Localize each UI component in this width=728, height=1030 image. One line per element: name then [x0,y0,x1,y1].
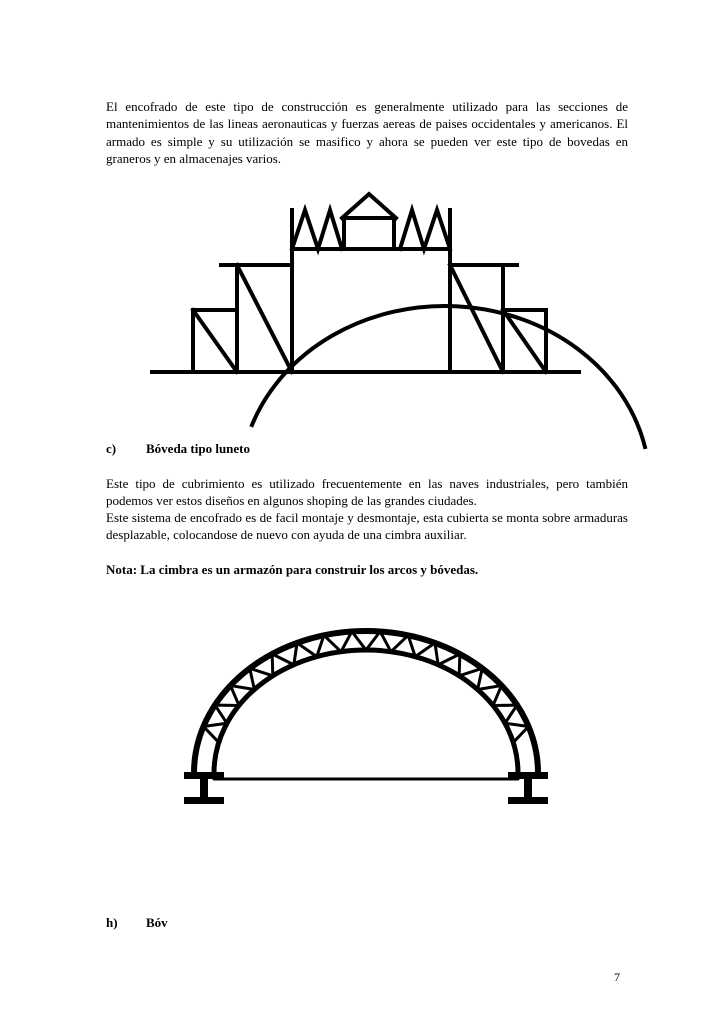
luneto-paragraph-2: Este sistema de encofrado es de facil montaje y desmontaje, esta cubierta se monta sobre armaduras desplazable, colocandose de nuevo con ayuda de una cimbra auxiliar. [106,510,628,543]
section-h-title: Bóv [146,915,168,930]
cimbra-arch-figure [0,610,728,820]
section-h-number: h) [106,915,118,930]
luneto-paragraph-1: Este tipo de cubrimiento es utilizado frecuentemente en las naves industriales, pero también podemos ver estos diseños en algunos shoping de las grandes ciudades. [106,476,628,509]
scaffold-arch-figure [0,185,728,455]
section-h-heading [106,915,168,931]
intro-paragraph: El encofrado de este tipo de construcción es generalmente utilizado para las secciones de mantenimientos de las lineas aeronauticas y fuerzas aereas de paises occidentales y americanos. El armado es simple y su utilización se masifico y ahora se pueden ver este tipo de bovedas en graneros y en almacenajes varios. [106,99,628,167]
right-support [508,772,548,804]
note-text: Nota: La cimbra es un armazón para construir los arcos y bóvedas. [106,562,479,577]
truss-web [203,631,528,742]
left-support [184,772,224,804]
section-c-heading [106,441,250,457]
section-c-title: Bóveda tipo luneto [146,441,251,456]
section-c-number: c) [106,441,117,456]
central-tower [292,249,450,372]
inner-arch [214,650,518,773]
page-number: 7 [614,970,620,984]
